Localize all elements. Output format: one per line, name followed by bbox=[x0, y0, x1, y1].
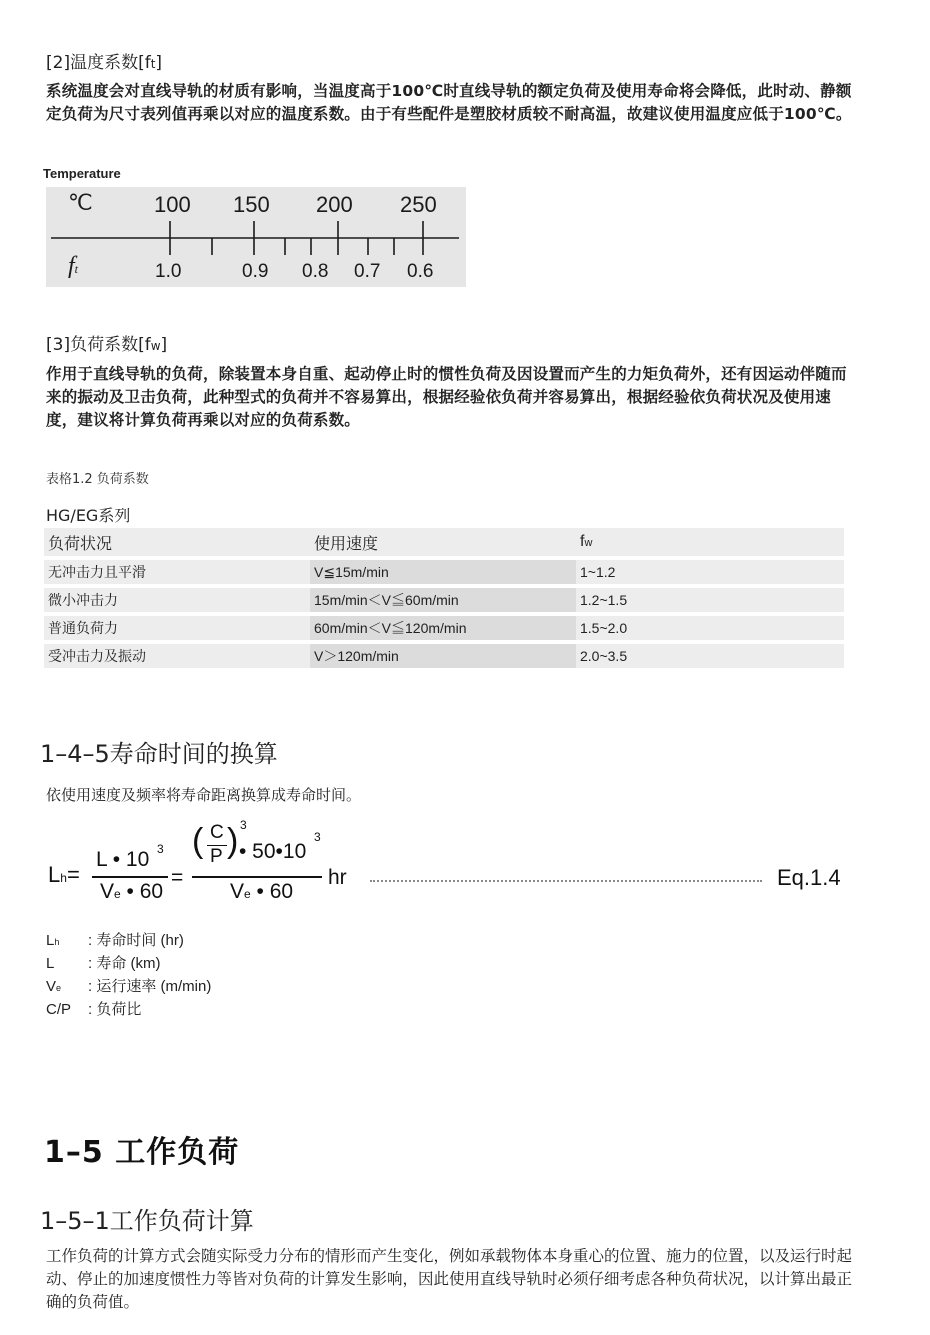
load-factor-body: 作用于直线导轨的负荷，除装置本身自重、起动停止时的惯性负荷及因设置而产生的力矩负荷外，还有因运动伴随而来的振动及卫击负荷，此种型式的负荷并不容易算出，根据经验依负荷并容易算出，根据经验依负荷状况及使用速度，建议将计算负荷再乘以对应的负荷系数。 bbox=[46, 365, 847, 429]
legend-item: C/P : 负荷比 bbox=[46, 1001, 142, 1018]
formula-exponent-1: 3 bbox=[157, 842, 164, 856]
cell-condition: 无冲击力且平滑 bbox=[44, 560, 310, 584]
factor-label-1: 1.0 bbox=[155, 261, 182, 282]
cell-speed: V≦15m/min bbox=[310, 560, 576, 584]
table-header-row bbox=[44, 528, 844, 556]
cell-speed: V＞120m/min bbox=[310, 644, 576, 668]
temperature-chart-label: Temperature bbox=[43, 166, 121, 181]
formula-paren-left: ( bbox=[192, 822, 204, 860]
cell-fw: 2.0~3.5 bbox=[576, 644, 844, 668]
formula-exponent-2: 3 bbox=[314, 830, 321, 844]
temperature-factor-body: 系统温度会对直线导轨的材质有影响，当温度高于100℃时直线导轨的额定负荷及使用寿命将会降低，此时动、静额定负荷为尺寸表列值再乘以对应的温度系数。由于有些配件是塑胶材质较不耐高温，故建议使用温度应低于100℃。 bbox=[46, 82, 852, 123]
factor-label-2: 0.9 bbox=[242, 261, 269, 282]
table-row bbox=[44, 644, 844, 668]
life-time-heading: 1–4–5寿命时间的换算 bbox=[40, 740, 278, 768]
temp-label-250: 250 bbox=[400, 192, 437, 217]
cell-speed: 60m/min＜V≦120m/min bbox=[310, 616, 576, 640]
temperature-factor-scale bbox=[46, 187, 466, 287]
formula-legend bbox=[46, 930, 211, 1022]
formula-denominator-1: Ve • 60 bbox=[100, 880, 164, 903]
formula-leader-dots bbox=[370, 880, 762, 882]
formula-c: C bbox=[210, 822, 224, 843]
formula-p: P bbox=[210, 846, 223, 867]
header-condition: 负荷状况 bbox=[44, 528, 310, 556]
cell-fw: 1.5~2.0 bbox=[576, 616, 844, 640]
cell-condition: 受冲击力及振动 bbox=[44, 644, 310, 668]
header-fw: fw bbox=[576, 528, 844, 556]
life-time-formula bbox=[46, 818, 846, 918]
header-speed: 使用速度 bbox=[310, 528, 576, 556]
factor-label-4: 0.7 bbox=[354, 261, 381, 282]
legend-item: Lh : 寿命时间 (hr) bbox=[46, 932, 184, 949]
table-row bbox=[44, 560, 844, 584]
formula-paren-right: ) bbox=[227, 822, 239, 860]
formula-numerator-1: L • 10 bbox=[96, 848, 150, 871]
cell-condition: 普通负荷力 bbox=[44, 616, 310, 640]
formula-denominator-2: Ve • 60 bbox=[230, 880, 294, 903]
factor-label-3: 0.8 bbox=[302, 261, 329, 282]
factor-symbol: ft bbox=[68, 253, 79, 279]
temp-label-150: 150 bbox=[233, 192, 270, 217]
formula-numerator-2: • 50•10 bbox=[239, 840, 307, 863]
temp-label-100: 100 bbox=[154, 192, 191, 217]
series-label: HG/EG系列 bbox=[46, 506, 131, 525]
work-load-subtitle: 1–5–1工作负荷计算 bbox=[40, 1207, 254, 1235]
table-row bbox=[44, 616, 844, 640]
cell-condition: 微小冲击力 bbox=[44, 588, 310, 612]
cell-speed: 15m/min＜V≦60m/min bbox=[310, 588, 576, 612]
cell-fw: 1.2~1.5 bbox=[576, 588, 844, 612]
formula-hr: hr bbox=[328, 866, 347, 889]
table-caption: 表格1.2 负荷系数 bbox=[46, 472, 149, 487]
cell-fw: 1~1.2 bbox=[576, 560, 844, 584]
formula-equals: = bbox=[171, 866, 184, 889]
fraction-bar-1 bbox=[92, 876, 168, 878]
legend-item: Ve : 运行速率 (m/min) bbox=[46, 978, 212, 995]
equation-number: Eq.1.4 bbox=[777, 865, 841, 890]
life-time-body: 依使用速度及频率将寿命距离换算成寿命时间。 bbox=[46, 786, 362, 804]
formula-lh: Lh= bbox=[48, 862, 80, 887]
temperature-factor-heading: [2]温度系数[ft] bbox=[46, 53, 163, 73]
table-row bbox=[44, 588, 844, 612]
load-factor-table bbox=[44, 524, 844, 672]
temp-label-200: 200 bbox=[316, 192, 353, 217]
work-load-body: 工作负荷的计算方式会随实际受力分布的情形而产生变化，例如承载物体本身重心的位置、施力的位置，以及运行时起动、停止的加速度惯性力等皆对负荷的计算发生影响，因此使用直线导轨时必须仔细考虑各种负荷状况，以计算出最正确的负荷值。 bbox=[46, 1247, 853, 1311]
legend-item: L : 寿命 (km) bbox=[46, 955, 161, 972]
work-load-title: 1–5 工作负荷 bbox=[44, 1135, 240, 1170]
load-factor-heading: [3]负荷系数[fw] bbox=[46, 335, 168, 355]
fraction-bar-2 bbox=[192, 876, 322, 878]
formula-exponent-cp: 3 bbox=[240, 818, 247, 832]
factor-label-5: 0.6 bbox=[407, 261, 434, 282]
celsius-symbol: ℃ bbox=[68, 190, 93, 215]
